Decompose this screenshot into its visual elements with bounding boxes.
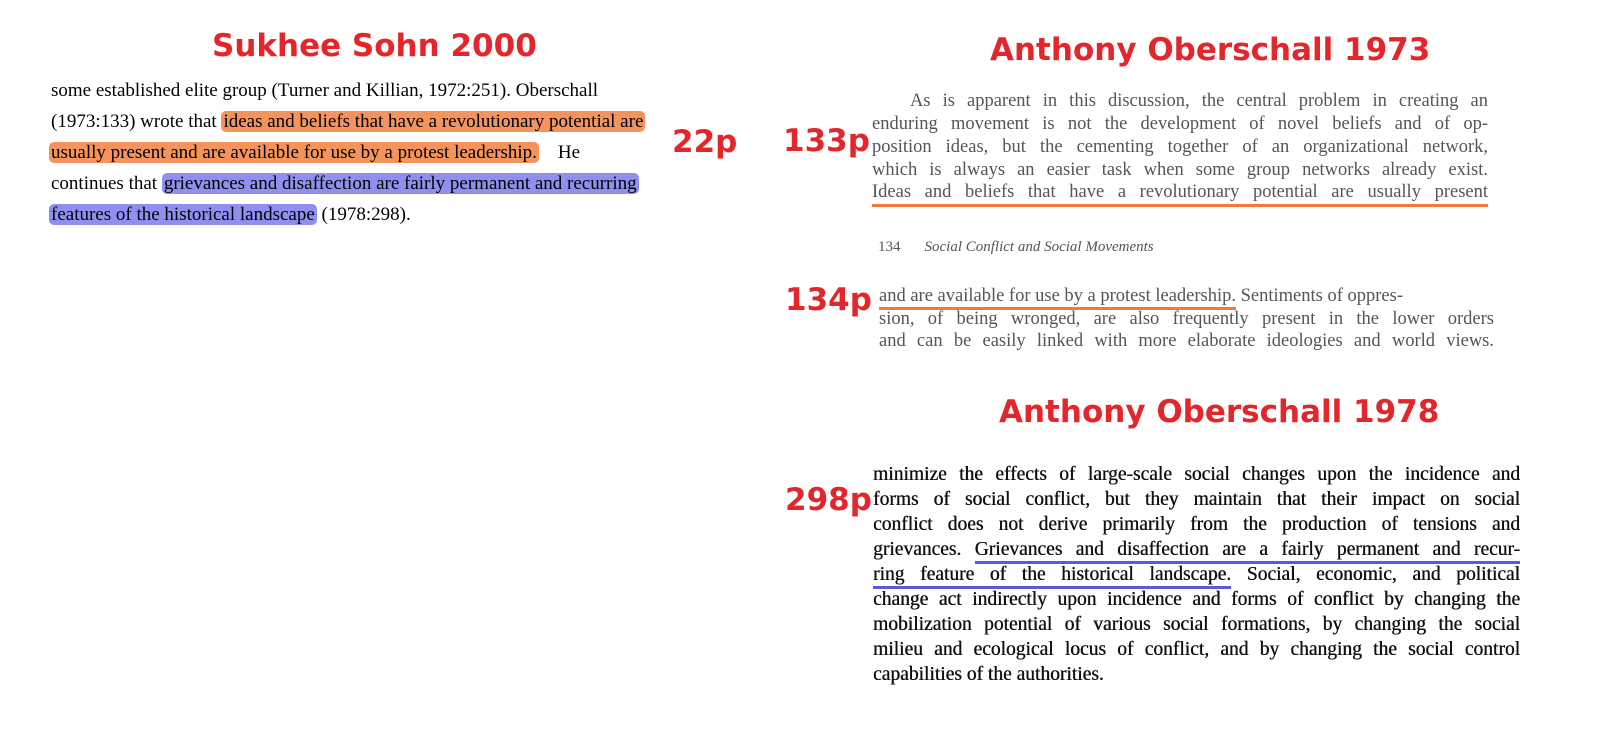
p298-line-2: forms of social conflict, but they maintain that their impact on social [873, 489, 1520, 510]
p298-line-1: minimize the effects of large-scale social changes upon the incidence and [873, 464, 1520, 485]
sohn-line-2: (1973:133) wrote that ideas and beliefs that have a revolutionary potential are [51, 111, 644, 132]
sohn-line-4: continues that grievances and disaffection are fairly permanent and recurring [51, 173, 637, 194]
p133-line-2: enduring movement is not the development of novel beliefs and of op- [872, 114, 1488, 134]
running-head-title: Social Conflict and Social Movements [924, 239, 1154, 255]
highlight-blue: features of the historical landscape [51, 204, 315, 225]
page-label-134p: 134p [785, 282, 872, 318]
sohn-2000-title: Sukhee Sohn 2000 [212, 28, 537, 64]
p133-line-1: As is apparent in this discussion, the central problem in creating an [910, 91, 1488, 111]
p298-line-5: ring feature of the historical landscape. Social, economic, and political [873, 564, 1520, 586]
p298-line-7: mobilization potential of various social formations, by changing the social [873, 614, 1520, 635]
page-number: 134 [878, 239, 901, 255]
sohn-line-1: some established elite group (Turner and Killian, 1972:251). Oberschall [51, 80, 599, 101]
highlight-orange: usually present and are available for use by a protest leadership. [51, 142, 537, 163]
p298-line-4: grievances. Grievances and disaffection are a fairly permanent and recur- [873, 539, 1520, 561]
running-header [878, 239, 1154, 256]
underline-orange: Ideas and beliefs that have a revolutionary potential are usually present [872, 182, 1488, 207]
p298-line-8: milieu and ecological locus of conflict, and by changing the social control [873, 639, 1520, 660]
page-label-22p: 22p [672, 124, 738, 160]
sohn-line-5: features of the historical landscape (1978:298). [51, 204, 411, 225]
underline-blue: ring feature of the historical landscape. [873, 564, 1231, 589]
p298-line-6: change act indirectly upon incidence and forms of conflict by changing the [873, 589, 1520, 610]
oberschall-1973-title: Anthony Oberschall 1973 [990, 32, 1431, 68]
highlight-orange: ideas and beliefs that have a revolutionary potential are [223, 111, 644, 132]
p298-line-9: capabilities of the authorities. [873, 664, 1104, 685]
sohn-line-3: usually present and are available for use by a protest leadership. He [51, 142, 581, 163]
underline-orange: and are available for use by a protest leadership. [879, 286, 1236, 310]
page-label-133p: 133p [783, 123, 870, 159]
underline-blue: Grievances and disaffection are a fairly permanent and recur- [975, 539, 1520, 564]
p133-line-4: which is always an easier task when some group networks already exist. [872, 160, 1488, 180]
p133-line-5 [872, 182, 1488, 207]
p298-line-3: conflict does not derive primarily from the production of tensions and [873, 514, 1520, 535]
oberschall-1978-title: Anthony Oberschall 1978 [999, 394, 1440, 430]
p134-line-2: sion, of being wronged, are also frequently present in the lower orders [879, 309, 1494, 329]
highlight-blue: grievances and disaffection are fairly permanent and recurring [163, 173, 637, 194]
page-label-298p: 298p [785, 482, 872, 518]
p133-line-3: position ideas, but the cementing together of an organizational network, [872, 137, 1488, 157]
p134-line-3: and can be easily linked with more elaborate ideologies and world views. [879, 331, 1494, 351]
p134-line-1: and are available for use by a protest leadership. Sentiments of oppres- [879, 286, 1494, 307]
